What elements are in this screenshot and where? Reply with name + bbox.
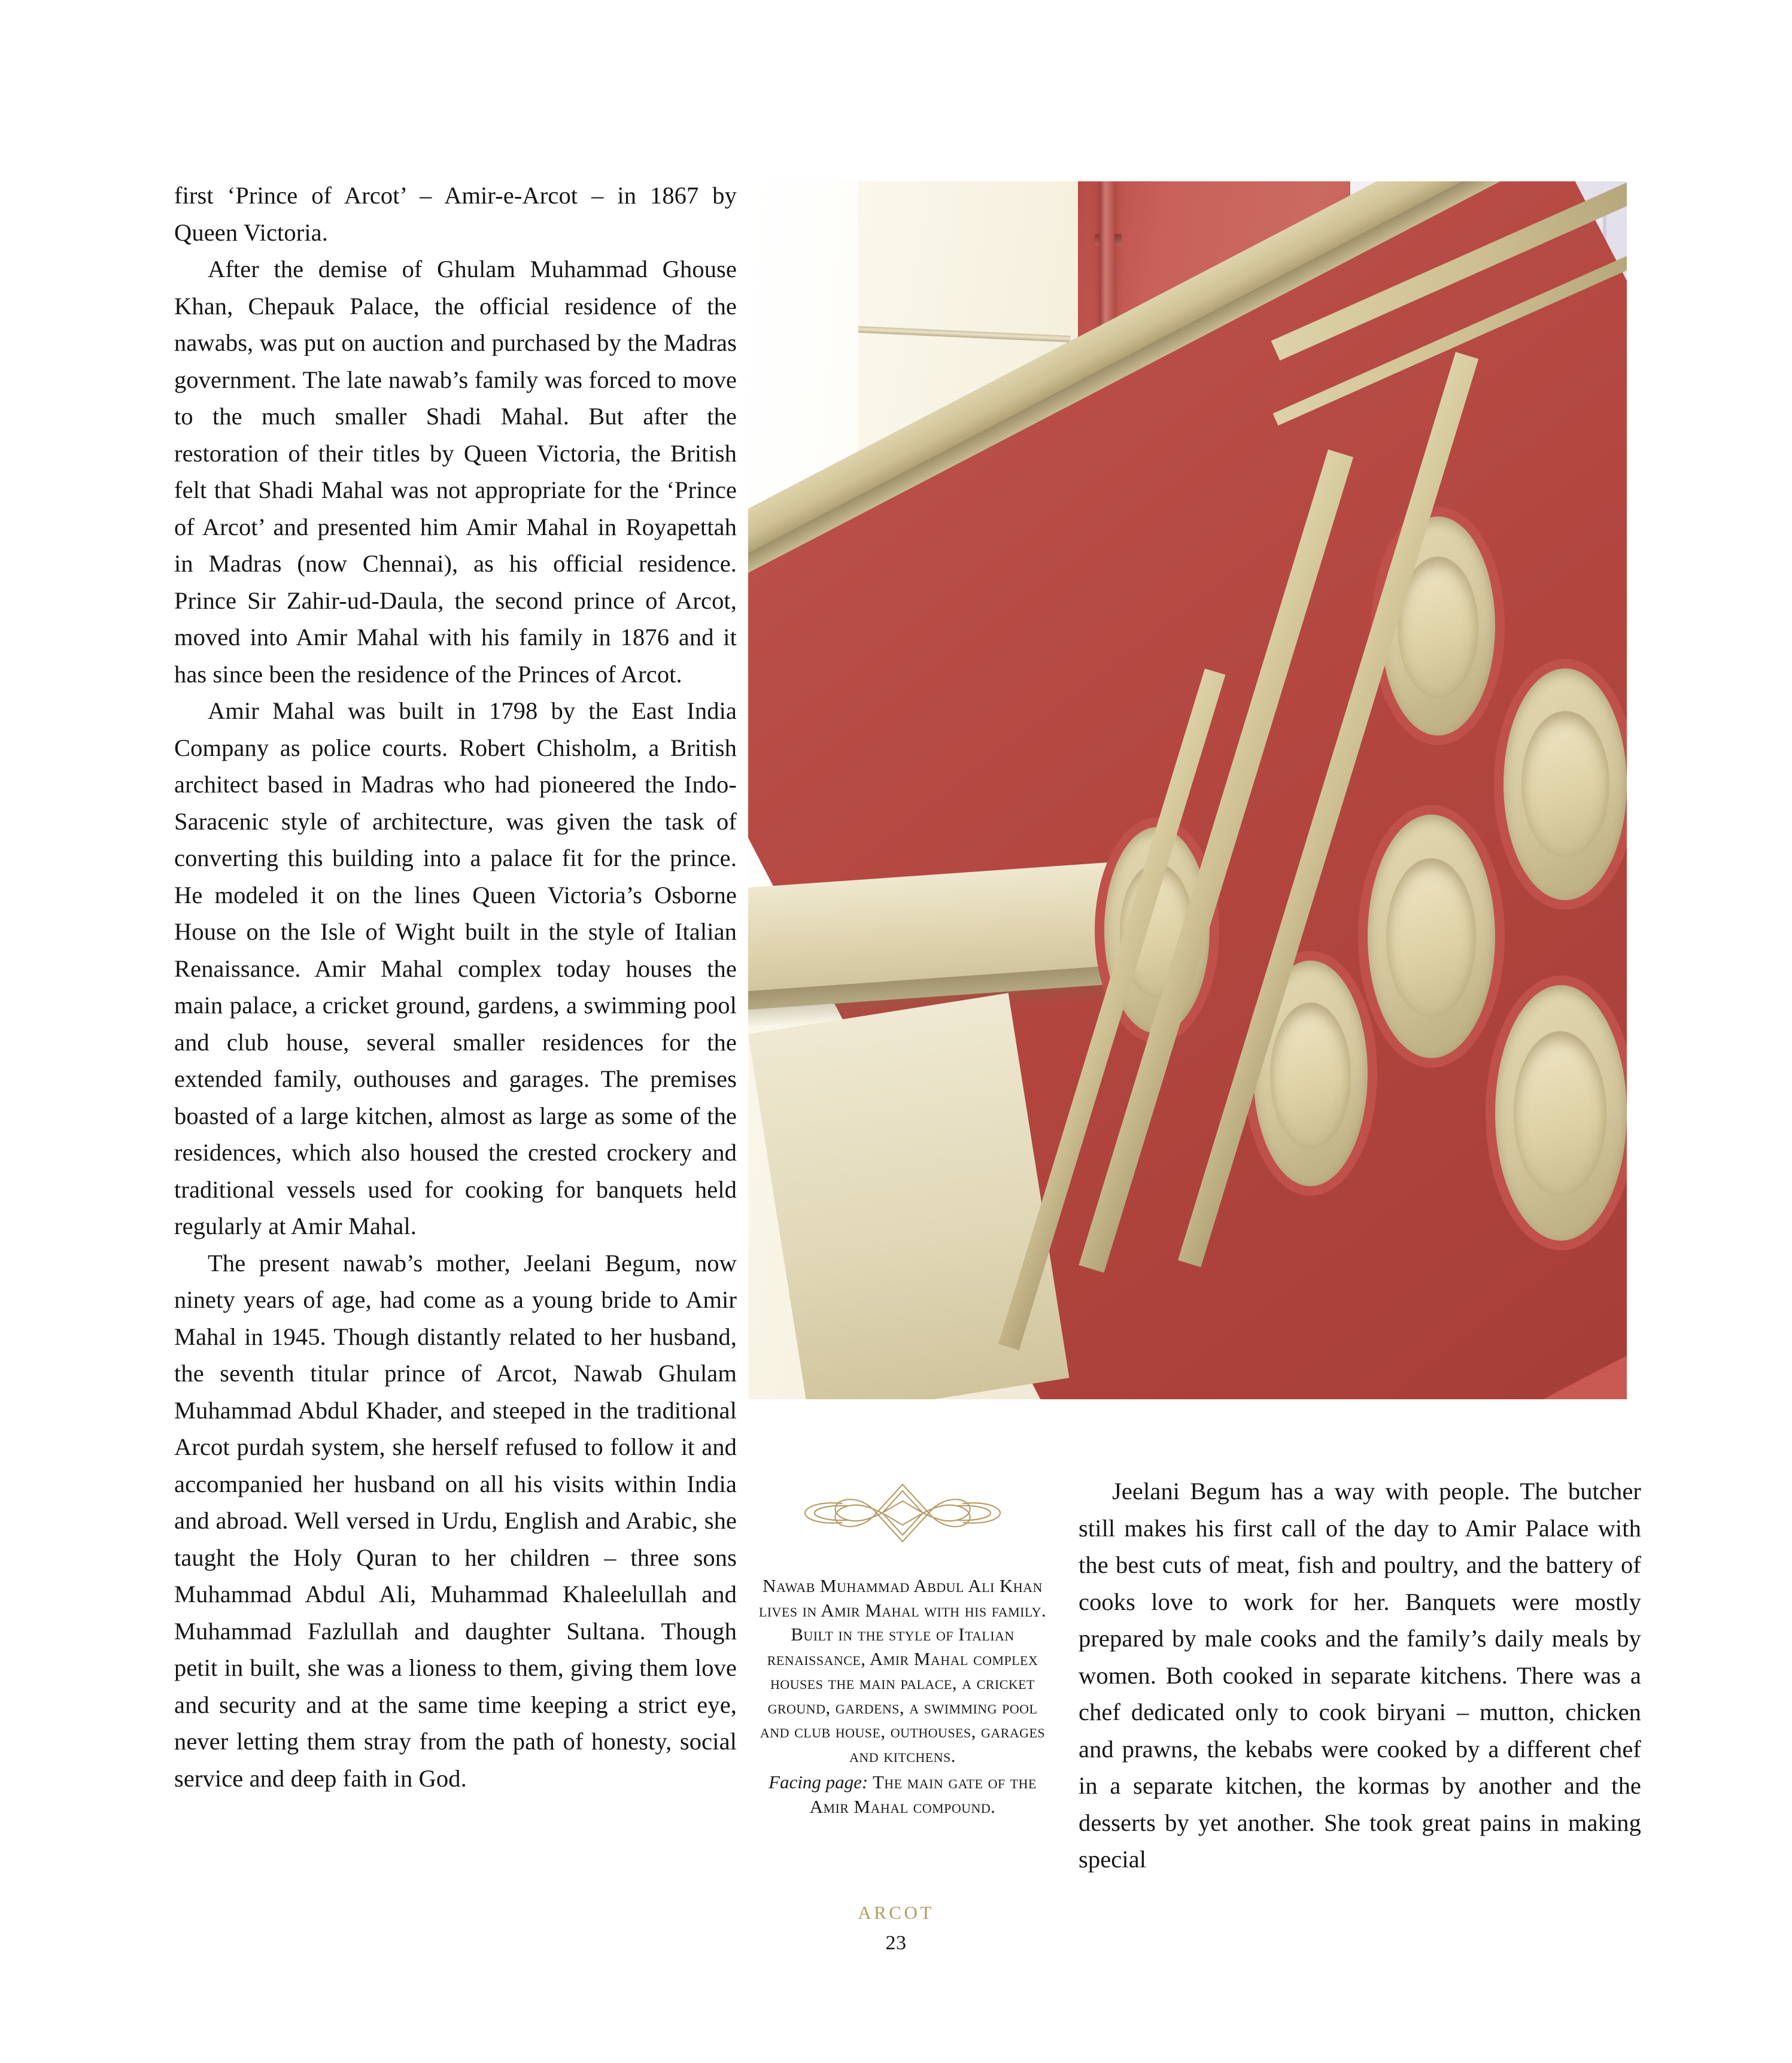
caption-facing-page — [753, 1770, 1052, 1819]
paragraph: first ‘Prince of Arcot’ – Amir-e-Arcot – in 1867 by Queen Victoria. — [174, 182, 737, 246]
paragraph: Amir Mahal was built in 1798 by the East India Company as police courts. Robert Chisholm, a British architect based in Madras who had pioneered the Indo-Saracenic style of architecture, was given the task of converting this building into a palace fit for the prince. He modeled it on the lines Queen Victoria’s Osborne House on the Isle of Wight built in the style of Italian Renaissance. Amir Mahal complex today houses the main palace, a cricket ground, gardens, a swimming pool and club house, several smaller residences for the extended family, outhouses and garages. The premises boasted of a large kitchen, almost as large as some of the residences, which also housed the crested crockery and traditional vessels used for cooking for banquets held regularly at Amir Mahal. — [174, 697, 737, 1239]
page-footer — [0, 1902, 1792, 1955]
left-text-column — [174, 177, 737, 1797]
paragraph: After the demise of Ghulam Muhammad Ghouse Khan, Chepauk Palace, the official residence of the nawabs, was put on auction and purchased by the Madras government. The late nawab’s family was forced to move to the much smaller Shadi Mahal. But after the restoration of their titles by Queen Victoria, the British felt that Shadi Mahal was not appropriate for the ‘Prince of Arcot’ and presented him Amir Mahal in Royapettah in Madras (now Chennai), as his official residence. Prince Sir Zahir-ud-Daula, the second prince of Arcot, moved into Amir Mahal with his family in 1876 and it has since been the residence of the Princes of Arcot. — [174, 256, 737, 688]
caption-facing-text: The main gate of the Amir Mahal compound. — [809, 1772, 1037, 1817]
paragraph: Jeelani Begum has a way with people. The butcher still makes his first call of the day to Amir Palace with the best cuts of meat, fish and poultry, and the battery of cooks love to work for her. Banquets were mostly prepared by male cooks and the family’s daily meals by women. Both cooked in separate kitchens. There was a chef dedicated only to cook biryani – mutton, chicken and prawns, the kebabs were cooked by a different chef in a separate kitchen, the kormas by another and the desserts by yet another. She took great pains in making special — [1079, 1478, 1641, 1873]
figure-caption-block — [753, 1479, 1052, 1819]
running-head: ARCOT — [858, 1902, 934, 1923]
caption-facing-label: Facing page: — [769, 1772, 868, 1792]
photo-roundel-inner — [1521, 711, 1609, 857]
page-number: 23 — [885, 1932, 907, 1954]
right-text-column — [1079, 1473, 1641, 1878]
photo-roundel-inner — [1386, 858, 1476, 1017]
caption-main-text: Nawab Muhammad Abdul Ali Khan lives in Amir Mahal with his family. Built in the style of Italian renaissance, Amir Mahal complex houses the main palace, a cricket ground, gardens, a swimming pool and club house, outhouses, garages and kitchens. — [758, 1575, 1047, 1766]
photo-roundel-inner — [1514, 1031, 1607, 1196]
photograph-nawab-on-staircase — [748, 181, 1627, 1399]
paragraph: The present nawab’s mother, Jeelani Begum, now ninety years of age, had come as a young bride to Amir Mahal in 1945. Though distantly related to her husband, the seventh titular prince of Arcot, Nawab Ghulam Muhammad Abdul Khader, and steeped in the traditional Arcot purdah system, she herself refused to follow it and accompanied her husband on all his visits within India and abroad. Well versed in Urdu, English and Arabic, she taught the Holy Quran to her children – three sons Muhammad Abdul Ali, Muhammad Khaleelullah and Muhammad Fazlullah and daughter Sultana. Though petit in built, she was a lioness to them, giving them love and security and at the same time keeping a strict eye, never letting them stray from the path of honesty, social service and deep faith in God. — [174, 1249, 737, 1792]
interlaced-diamond-ornament — [801, 1479, 1004, 1547]
photo-roundel-inner — [1270, 1002, 1351, 1149]
